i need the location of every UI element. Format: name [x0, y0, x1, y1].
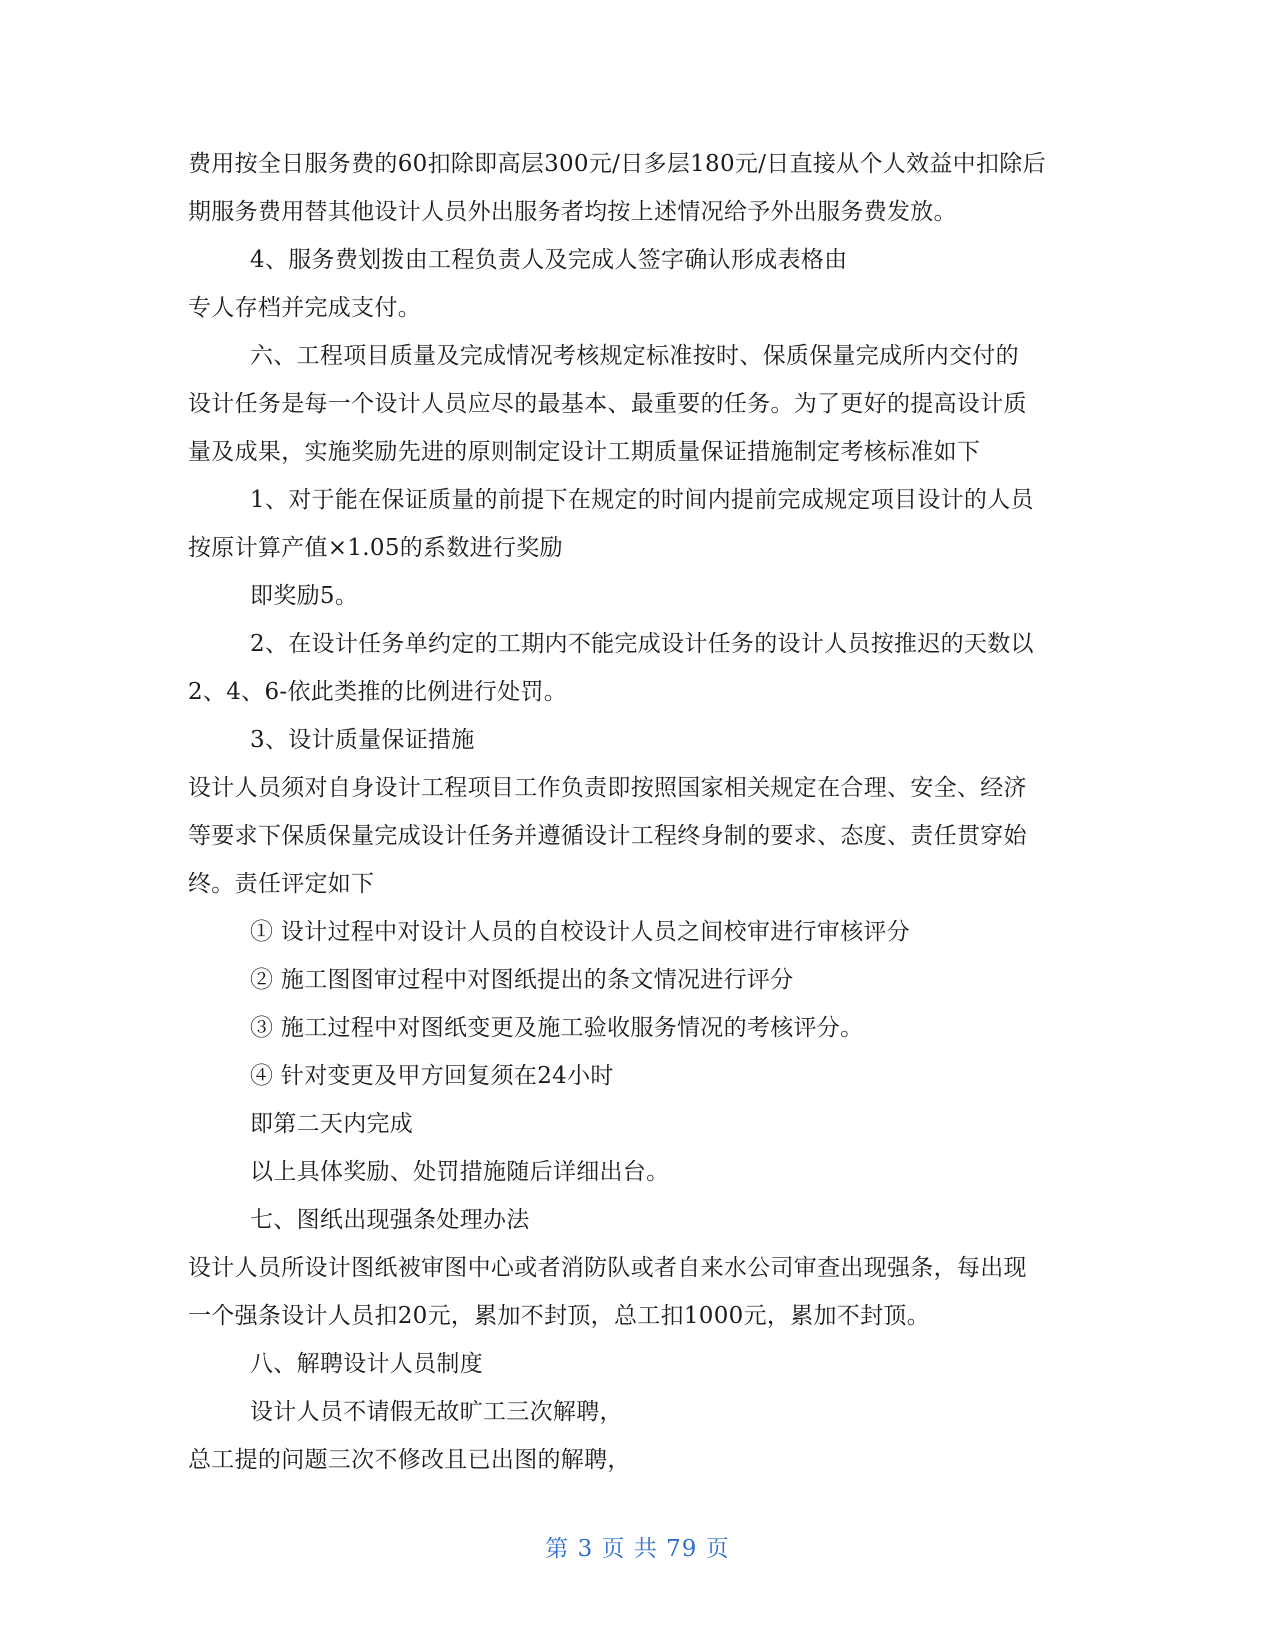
text-line: 即第二天内完成 [250, 1111, 414, 1137]
text-line: 设计人员所设计图纸被审图中心或者消防队或者自来水公司审查出现强条，每出现 [188, 1255, 1027, 1281]
page-number-footer: 第 3 页 共 79 页 [545, 1536, 730, 1562]
list-item: ③ 施工过程中对图纸变更及施工验收服务情况的考核评分。 [250, 1015, 864, 1041]
text-line: 2、在设计任务单约定的工期内不能完成设计任务的设计人员按推迟的天数以 [250, 631, 1034, 657]
text-line: 3、设计质量保证措施 [250, 727, 475, 753]
text-line: 设计人员不请假无故旷工三次解聘， [250, 1399, 623, 1425]
text-line: 设计人员须对自身设计工程项目工作负责即按照国家相关规定在合理、安全、经济 [188, 775, 1027, 801]
text-line: 总工提的问题三次不修改且已出图的解聘， [188, 1447, 631, 1473]
section-heading: 七、图纸出现强条处理办法 [250, 1207, 530, 1233]
text-line: 设计任务是每一个设计人员应尽的最基本、最重要的任务。为了更好的提高设计质 [188, 391, 1027, 417]
text-line: 专人存档并完成支付。 [188, 295, 421, 321]
text-line: 以上具体奖励、处罚措施随后详细出台。 [250, 1159, 670, 1185]
document-body [188, 140, 1088, 1484]
text-line: 量及成果，实施奖励先进的原则制定设计工期质量保证措施制定考核标准如下 [188, 439, 981, 465]
text-line: 按原计算产值×1.05的系数进行奖励 [188, 535, 563, 561]
text-line: 4、服务费划拨由工程负责人及完成人签字确认形成表格由 [250, 247, 848, 273]
text-line: 终。责任评定如下 [188, 871, 375, 897]
text-line: 等要求下保质保量完成设计任务并遵循设计工程终身制的要求、态度、责任贯穿始 [188, 823, 1027, 849]
text-line: 即奖励5。 [250, 583, 359, 609]
text-line: 费用按全日服务费的60扣除即高层300元/日多层180元/日直接从个人效益中扣除后 [188, 151, 1046, 177]
list-item: ④ 针对变更及甲方回复须在24小时 [250, 1063, 614, 1089]
text-line: 期服务费用替其他设计人员外出服务者均按上述情况给予外出服务费发放。 [188, 199, 957, 225]
section-heading: 八、解聘设计人员制度 [250, 1351, 483, 1377]
list-item: ① 设计过程中对设计人员的自校设计人员之间校审进行审核评分 [250, 919, 911, 945]
section-heading: 六、工程项目质量及完成情况考核规定标准按时、保质保量完成所内交付的 [250, 343, 1019, 369]
text-line: 2、4、6-依此类推的比例进行处罚。 [188, 679, 568, 705]
list-item: ② 施工图图审过程中对图纸提出的条文情况进行评分 [250, 967, 794, 993]
text-line: 一个强条设计人员扣20元，累加不封顶，总工扣1000元，累加不封顶。 [188, 1303, 930, 1329]
text-line: 1、对于能在保证质量的前提下在规定的时间内提前完成规定项目设计的人员 [250, 487, 1034, 513]
